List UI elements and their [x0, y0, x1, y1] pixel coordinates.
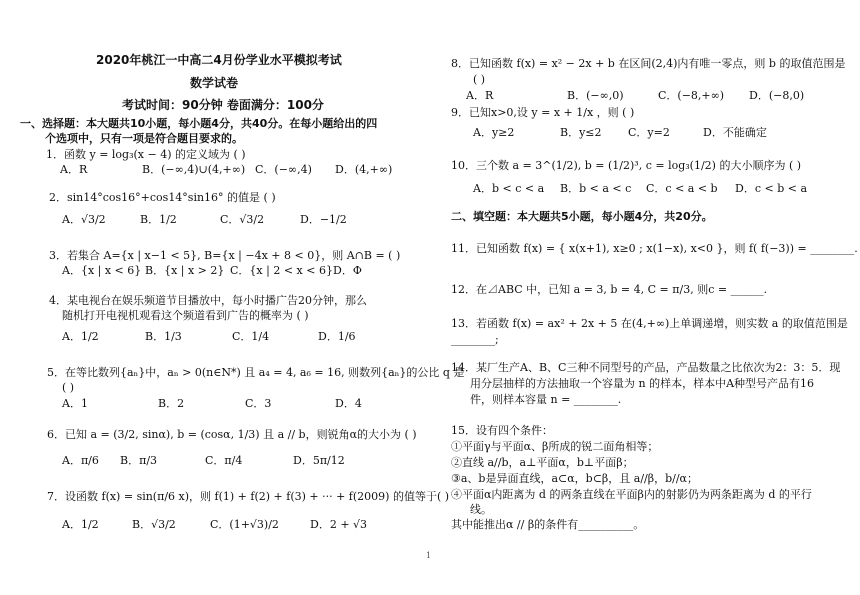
q8-stem: 8．已知函数 f(x) = x² − 2x + b 在区间(2,4)内有唯一零点，则 b 的取值范围是 — [451, 57, 846, 70]
q7-opt-a: A．1/2 — [62, 518, 99, 531]
q15-condition-3: ③a、b是异面直线，a⊂α，b⊂β，且 a//β，b//α； — [451, 472, 698, 485]
q15-conclusion: 其中能推出α // β的条件有__________。 — [451, 518, 645, 531]
q8-opt-c: C．(−8,+∞) — [658, 89, 725, 102]
q8-opt-b: B．(−∞,0) — [567, 89, 624, 102]
q1-opt-c: C．(−∞,4) — [255, 163, 312, 176]
q4-opt-b: B．1/3 — [145, 330, 182, 343]
q2-opt-b: B．1/2 — [140, 213, 177, 226]
q6-opt-c: C．π/4 — [205, 454, 243, 467]
q5-opt-b: B．2 — [158, 397, 185, 410]
q4-opt-d: D．1/6 — [318, 330, 356, 343]
q4-opt-c: C．1/4 — [232, 330, 270, 343]
q14-stem: 14．某厂生产A、B、C三种不同型号的产品，产品数量之比依次为2：3：5．现 — [451, 361, 841, 374]
q3-stem: 3．若集合 A={x | x−1 < 5}, B={x | −4x + 8 < 0}，则 A∩B = ( ) — [49, 249, 401, 262]
q3-opt-b: B．{x | x > 2} — [145, 264, 225, 277]
q2-opt-c: C．√3/2 — [220, 213, 265, 226]
q6-opt-a: A．π/6 — [62, 454, 99, 467]
q6-opt-b: B．π/3 — [120, 454, 158, 467]
q6-opt-d: D．5π/12 — [293, 454, 345, 467]
q7-opt-d: D．2 + √3 — [310, 518, 368, 531]
q1-opt-d: D．(4,+∞) — [335, 163, 393, 176]
q7-opt-b: B．√3/2 — [132, 518, 176, 531]
q10-opt-b: B．b < a < c — [560, 182, 632, 195]
q8-opt-d: D．(−8,0) — [749, 89, 805, 102]
q10-opt-c: C．c < a < b — [646, 182, 718, 195]
q11-stem: 11．已知函数 f(x) = { x(x+1), x≥0 ; x(1−x), x<0 }，则 f( f(−3)) = ________. — [451, 242, 858, 255]
exam-subject: 数学试卷 — [190, 76, 239, 90]
exam-title: 2020年桃江一中高二4月份学业水平模拟考试 — [96, 53, 342, 67]
q6-stem: 6．已知 a = (3/2, sinα), b = (cosα, 1/3) 且 a // b，则锐角α的大小为 ( ) — [47, 428, 417, 441]
q3-opt-c: C．{x | 2 < x < 6} — [230, 264, 333, 277]
q3-opt-a: A．{x | x < 6} — [62, 264, 142, 277]
q2-opt-a: A．√3/2 — [62, 213, 106, 226]
section2-heading: 二、填空题：本大题共5小题，每小题4分，共20分。 — [451, 210, 713, 223]
q9-opt-d: D．不能确定 — [703, 126, 767, 139]
q5-opt-a: A．1 — [62, 397, 88, 410]
q5-stem: 5．在等比数列{aₙ}中，aₙ > 0(n∈N*) 且 a₄ = 4, a₆ = 16, 则数列{aₙ}的公比 q 是 — [47, 366, 465, 379]
q5-opt-d: D．4 — [335, 397, 362, 410]
q7-stem: 7．设函数 f(x) = sin(π/6 x)，则 f(1) + f(2) + f(3) + ··· + f(2009) 的值等于( ) — [47, 490, 450, 503]
q14-stem-2: 用分层抽样的方法抽取一个容量为 n 的样本，样本中A种型号产品有16 — [470, 377, 815, 390]
q15-condition-4-cont: 线。 — [470, 503, 492, 516]
q15-condition-1: ①平面γ与平面α、β所成的锐二面角相等； — [451, 440, 659, 453]
q4-stem: 4．某电视台在娱乐频道节目播放中，每小时播广告20分钟，那么 — [49, 294, 367, 307]
q9-stem: 9．已知x>0,设 y = x + 1/x ，则 ( ) — [451, 106, 635, 119]
q7-opt-c: C．(1+√3)/2 — [210, 518, 279, 531]
q14-stem-3: 件，则样本容量 n = ________. — [470, 393, 622, 406]
q8-stem-2: ( ) — [473, 73, 486, 86]
exam-meta: 考试时间：90分钟 卷面满分：100分 — [122, 98, 324, 112]
q2-stem: 2．sin14°cos16°+cos14°sin16° 的值是 ( ) — [49, 191, 276, 204]
q10-stem: 10．三个数 a = 3^(1/2), b = (1/2)³, c = log₃(1/2) 的大小顺序为 ( ) — [451, 159, 802, 172]
q9-opt-a: A．y≥2 — [473, 126, 515, 139]
q5-stem-2: ( ) — [62, 381, 75, 394]
q15-condition-4: ④平面α内距离为 d 的两条直线在平面β内的射影仍为两条距离为 d 的平行 — [451, 488, 812, 501]
q4-opt-a: A．1/2 — [62, 330, 99, 343]
q5-opt-c: C．3 — [245, 397, 272, 410]
q13-stem: 13．若函数 f(x) = ax² + 2x + 5 在(4,+∞)上单调递增，则实数 a 的取值范围是 — [451, 317, 848, 330]
q9-opt-b: B．y≤2 — [560, 126, 602, 139]
section1-heading: 一、选择题：本大题共10小题，每小题4分，共40分。在每小题给出的四 — [20, 117, 378, 130]
q10-opt-d: D．c < b < a — [735, 182, 807, 195]
q12-stem: 12．在⊿ABC 中，已知 a = 3, b = 4, C = π/3, 则c = ______. — [451, 283, 768, 296]
q1-opt-a: A．R — [60, 163, 88, 176]
q3-opt-d: D．Φ — [333, 264, 362, 277]
section1-heading-2: 个选项中，只有一项是符合题目要求的。 — [45, 132, 243, 145]
q15-condition-2: ②直线 a//b，a⊥平面α，b⊥平面β； — [451, 456, 634, 469]
page-number: 1 — [426, 551, 432, 560]
q4-stem-2: 随机打开电视机观看这个频道看到广告的概率为 ( ) — [62, 309, 309, 322]
q9-opt-c: C．y=2 — [628, 126, 670, 139]
q15-stem: 15．设有四个条件： — [451, 424, 553, 437]
q10-opt-a: A．b < c < a — [473, 182, 545, 195]
q2-opt-d: D．−1/2 — [300, 213, 347, 226]
q1-stem: 1．函数 y = log₃(x − 4) 的定义域为 ( ) — [46, 148, 246, 161]
q1-opt-b: B．(−∞,4)∪(4,+∞) — [142, 163, 246, 176]
q13-stem-2: ________; — [451, 333, 499, 346]
q8-opt-a: A．R — [466, 89, 494, 102]
